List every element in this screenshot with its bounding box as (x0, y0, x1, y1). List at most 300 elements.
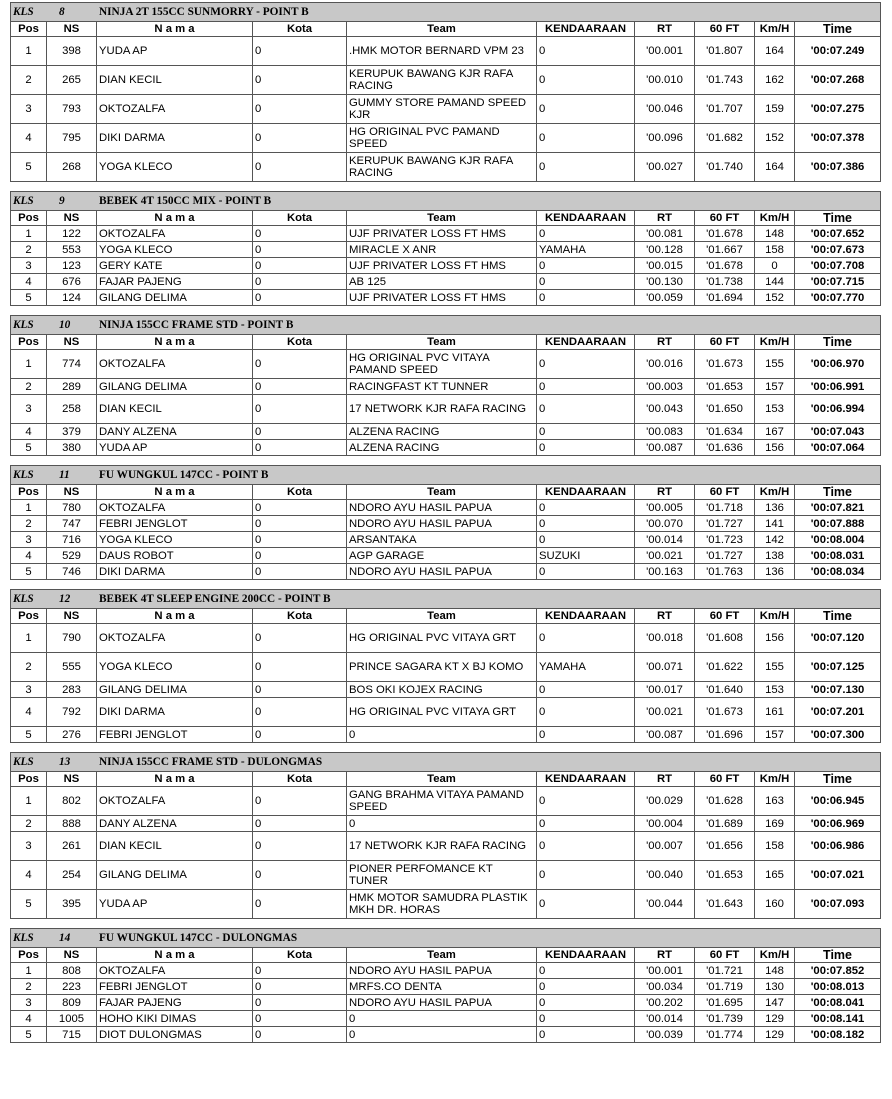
cell-rt: '00.018 (635, 624, 695, 653)
cell-ns: 123 (47, 258, 97, 274)
results-sheet (10, 2, 881, 1043)
cell-time: '00:07.125 (795, 653, 881, 682)
cell-kmh: 164 (755, 153, 795, 182)
table-row (11, 698, 881, 727)
table-row (11, 95, 881, 124)
cell-team: NDORO AYU HASIL PAPUA (347, 995, 537, 1011)
class-name: NINJA 155CC FRAME STD - DULONGMAS (99, 756, 323, 768)
column-header-pos: Pos (11, 609, 47, 624)
cell-kendaraan: 0 (537, 516, 635, 532)
table-row (11, 995, 881, 1011)
kls-label: KLS (13, 195, 34, 207)
cell-ns: 802 (47, 787, 97, 816)
cell-rt: '00.081 (635, 226, 695, 242)
cell-rt: '00.001 (635, 963, 695, 979)
cell-ns: 124 (47, 290, 97, 306)
kls-number: 12 (59, 593, 71, 605)
cell-ns: 809 (47, 995, 97, 1011)
cell-kendaraan: 0 (537, 890, 635, 919)
table-row (11, 832, 881, 861)
cell-kendaraan: 0 (537, 500, 635, 516)
cell-time: '00:08.034 (795, 564, 881, 580)
cell-sixty-ft: '01.678 (695, 226, 755, 242)
column-header-kmh: Km/H (755, 609, 795, 624)
cell-kendaraan: YAMAHA (537, 653, 635, 682)
cell-time: '00:07.888 (795, 516, 881, 532)
cell-time: '00:07.130 (795, 682, 881, 698)
cell-kota: 0 (253, 682, 347, 698)
cell-kota: 0 (253, 379, 347, 395)
cell-team: ALZENA RACING (347, 424, 537, 440)
table-row (11, 274, 881, 290)
cell-kendaraan: 0 (537, 698, 635, 727)
cell-nama: YOGA KLECO (97, 242, 253, 258)
cell-time: '00:06.991 (795, 379, 881, 395)
cell-kmh: 0 (755, 258, 795, 274)
cell-team: KERUPUK BAWANG KJR RAFA RACING (347, 153, 537, 182)
class-table (10, 315, 881, 456)
column-header-time: Time (795, 609, 881, 624)
cell-ns: 380 (47, 440, 97, 456)
cell-kmh: 142 (755, 532, 795, 548)
column-header-kota: Kota (253, 335, 347, 350)
cell-nama: GILANG DELIMA (97, 861, 253, 890)
cell-sixty-ft: '01.622 (695, 653, 755, 682)
cell-pos: 2 (11, 242, 47, 258)
cell-team: HMK MOTOR SAMUDRA PLASTIK MKH DR. HORAS (347, 890, 537, 919)
cell-kmh: 157 (755, 379, 795, 395)
cell-team: PIONER PERFOMANCE KT TUNER (347, 861, 537, 890)
column-header-nama: N a m a (97, 948, 253, 963)
cell-rt: '00.001 (635, 37, 695, 66)
cell-rt: '00.070 (635, 516, 695, 532)
cell-kmh: 161 (755, 698, 795, 727)
column-header-time: Time (795, 485, 881, 500)
cell-nama: FEBRI JENGLOT (97, 727, 253, 743)
cell-kmh: 153 (755, 682, 795, 698)
cell-ns: 716 (47, 532, 97, 548)
cell-kota: 0 (253, 979, 347, 995)
cell-pos: 4 (11, 548, 47, 564)
table-row (11, 440, 881, 456)
cell-team: HG ORIGINAL PVC VITAYA GRT (347, 698, 537, 727)
class-title (11, 929, 881, 948)
column-header-ns: NS (47, 211, 97, 226)
column-header-sixty-ft: 60 FT (695, 609, 755, 624)
cell-rt: '00.027 (635, 153, 695, 182)
cell-ns: 395 (47, 890, 97, 919)
cell-team: ALZENA RACING (347, 440, 537, 456)
column-header-sixty-ft: 60 FT (695, 485, 755, 500)
cell-time: '00:08.141 (795, 1011, 881, 1027)
cell-sixty-ft: '01.763 (695, 564, 755, 580)
cell-nama: OKTOZALFA (97, 350, 253, 379)
cell-kendaraan: 0 (537, 440, 635, 456)
cell-kota: 0 (253, 424, 347, 440)
cell-kendaraan: 0 (537, 787, 635, 816)
class-table (10, 589, 881, 743)
column-header-pos: Pos (11, 485, 47, 500)
cell-team: .HMK MOTOR BERNARD VPM 23 (347, 37, 537, 66)
cell-kmh: 169 (755, 816, 795, 832)
table-row (11, 979, 881, 995)
cell-rt: '00.096 (635, 124, 695, 153)
column-header-time: Time (795, 211, 881, 226)
cell-sixty-ft: '01.707 (695, 95, 755, 124)
cell-rt: '00.005 (635, 500, 695, 516)
cell-time: '00:06.969 (795, 816, 881, 832)
cell-nama: OKTOZALFA (97, 963, 253, 979)
cell-ns: 808 (47, 963, 97, 979)
table-row (11, 258, 881, 274)
class-title-row (11, 192, 881, 211)
cell-rt: '00.083 (635, 424, 695, 440)
cell-kmh: 141 (755, 516, 795, 532)
cell-sixty-ft: '01.656 (695, 832, 755, 861)
class-table (10, 191, 881, 306)
column-header-ns: NS (47, 609, 97, 624)
cell-nama: GERY KATE (97, 258, 253, 274)
cell-team: AB 125 (347, 274, 537, 290)
cell-nama: FAJAR PAJENG (97, 995, 253, 1011)
cell-kmh: 129 (755, 1027, 795, 1043)
table-row (11, 861, 881, 890)
column-header-row (11, 609, 881, 624)
column-header-rt: RT (635, 609, 695, 624)
cell-pos: 3 (11, 832, 47, 861)
cell-kmh: 136 (755, 500, 795, 516)
cell-time: '00:07.715 (795, 274, 881, 290)
cell-kota: 0 (253, 242, 347, 258)
cell-kmh: 164 (755, 37, 795, 66)
cell-team: GANG BRAHMA VITAYA PAMAND SPEED (347, 787, 537, 816)
table-row (11, 424, 881, 440)
cell-kota: 0 (253, 37, 347, 66)
cell-pos: 1 (11, 350, 47, 379)
cell-pos: 2 (11, 653, 47, 682)
cell-pos: 4 (11, 1011, 47, 1027)
column-header-kota: Kota (253, 485, 347, 500)
cell-kota: 0 (253, 226, 347, 242)
cell-ns: 261 (47, 832, 97, 861)
cell-rt: '00.040 (635, 861, 695, 890)
class-title-row (11, 929, 881, 948)
cell-team: PRINCE SAGARA KT X BJ KOMO (347, 653, 537, 682)
cell-kmh: 155 (755, 350, 795, 379)
cell-kota: 0 (253, 995, 347, 1011)
cell-sixty-ft: '01.650 (695, 395, 755, 424)
cell-rt: '00.130 (635, 274, 695, 290)
cell-rt: '00.044 (635, 890, 695, 919)
cell-team: NDORO AYU HASIL PAPUA (347, 564, 537, 580)
cell-rt: '00.071 (635, 653, 695, 682)
cell-time: '00:07.249 (795, 37, 881, 66)
column-header-time: Time (795, 772, 881, 787)
column-header-kendaraan: KENDAARAAN (537, 335, 635, 350)
column-header-row (11, 948, 881, 963)
table-row (11, 1011, 881, 1027)
table-row (11, 242, 881, 258)
table-row (11, 124, 881, 153)
cell-team: NDORO AYU HASIL PAPUA (347, 500, 537, 516)
cell-pos: 3 (11, 258, 47, 274)
cell-nama: GILANG DELIMA (97, 682, 253, 698)
cell-time: '00:08.031 (795, 548, 881, 564)
column-header-row (11, 335, 881, 350)
cell-kendaraan: 0 (537, 564, 635, 580)
cell-kendaraan: 0 (537, 153, 635, 182)
cell-kmh: 153 (755, 395, 795, 424)
cell-pos: 2 (11, 66, 47, 95)
cell-rt: '00.163 (635, 564, 695, 580)
cell-rt: '00.017 (635, 682, 695, 698)
column-header-nama: N a m a (97, 211, 253, 226)
class-title (11, 753, 881, 772)
column-header-row (11, 211, 881, 226)
cell-kendaraan: 0 (537, 424, 635, 440)
cell-kendaraan: 0 (537, 226, 635, 242)
cell-time: '00:06.970 (795, 350, 881, 379)
class-title-row (11, 466, 881, 485)
cell-team: UJF PRIVATER LOSS FT HMS (347, 290, 537, 306)
cell-sixty-ft: '01.636 (695, 440, 755, 456)
cell-time: '00:07.378 (795, 124, 881, 153)
cell-ns: 715 (47, 1027, 97, 1043)
cell-pos: 3 (11, 95, 47, 124)
column-header-sixty-ft: 60 FT (695, 948, 755, 963)
cell-sixty-ft: '01.738 (695, 274, 755, 290)
table-row (11, 727, 881, 743)
cell-ns: 379 (47, 424, 97, 440)
cell-time: '00:07.652 (795, 226, 881, 242)
cell-kmh: 129 (755, 1011, 795, 1027)
column-header-pos: Pos (11, 335, 47, 350)
cell-rt: '00.059 (635, 290, 695, 306)
cell-time: '00:07.268 (795, 66, 881, 95)
cell-kendaraan: 0 (537, 682, 635, 698)
cell-kendaraan: 0 (537, 1027, 635, 1043)
column-header-team: Team (347, 211, 537, 226)
cell-ns: 888 (47, 816, 97, 832)
cell-pos: 1 (11, 226, 47, 242)
cell-time: '00:06.945 (795, 787, 881, 816)
cell-kmh: 160 (755, 890, 795, 919)
cell-ns: 529 (47, 548, 97, 564)
cell-team: UJF PRIVATER LOSS FT HMS (347, 226, 537, 242)
cell-kmh: 158 (755, 832, 795, 861)
cell-time: '00:07.300 (795, 727, 881, 743)
kls-label: KLS (13, 6, 34, 18)
cell-team: 0 (347, 727, 537, 743)
cell-kota: 0 (253, 861, 347, 890)
cell-sixty-ft: '01.653 (695, 379, 755, 395)
column-header-kota: Kota (253, 22, 347, 37)
cell-nama: DIAN KECIL (97, 66, 253, 95)
column-header-kmh: Km/H (755, 22, 795, 37)
cell-rt: '00.014 (635, 532, 695, 548)
cell-kendaraan: 0 (537, 1011, 635, 1027)
cell-team: AGP GARAGE (347, 548, 537, 564)
column-header-kota: Kota (253, 609, 347, 624)
cell-nama: DIOT DULONGMAS (97, 1027, 253, 1043)
column-header-sixty-ft: 60 FT (695, 335, 755, 350)
cell-kendaraan: 0 (537, 350, 635, 379)
column-header-pos: Pos (11, 948, 47, 963)
class-table (10, 752, 881, 919)
cell-time: '00:06.986 (795, 832, 881, 861)
kls-label: KLS (13, 319, 34, 331)
cell-ns: 746 (47, 564, 97, 580)
cell-sixty-ft: '01.628 (695, 787, 755, 816)
column-header-rt: RT (635, 211, 695, 226)
cell-team: ARSANTAKA (347, 532, 537, 548)
cell-kendaraan: 0 (537, 258, 635, 274)
cell-nama: YOGA KLECO (97, 153, 253, 182)
cell-kota: 0 (253, 66, 347, 95)
cell-rt: '00.039 (635, 1027, 695, 1043)
cell-sixty-ft: '01.727 (695, 516, 755, 532)
cell-nama: DANY ALZENA (97, 424, 253, 440)
column-header-sixty-ft: 60 FT (695, 22, 755, 37)
column-header-team: Team (347, 948, 537, 963)
cell-kota: 0 (253, 564, 347, 580)
cell-pos: 1 (11, 963, 47, 979)
class-title-row (11, 590, 881, 609)
cell-sixty-ft: '01.673 (695, 350, 755, 379)
table-row (11, 1027, 881, 1043)
column-header-rt: RT (635, 22, 695, 37)
kls-number: 9 (59, 195, 65, 207)
cell-time: '00:07.821 (795, 500, 881, 516)
column-header-rt: RT (635, 485, 695, 500)
table-row (11, 226, 881, 242)
cell-pos: 5 (11, 153, 47, 182)
cell-kmh: 162 (755, 66, 795, 95)
cell-ns: 795 (47, 124, 97, 153)
cell-kendaraan: 0 (537, 124, 635, 153)
cell-ns: 780 (47, 500, 97, 516)
cell-sixty-ft: '01.678 (695, 258, 755, 274)
cell-kmh: 130 (755, 979, 795, 995)
cell-rt: '00.046 (635, 95, 695, 124)
cell-time: '00:07.043 (795, 424, 881, 440)
column-header-nama: N a m a (97, 485, 253, 500)
cell-sixty-ft: '01.689 (695, 816, 755, 832)
class-title (11, 3, 881, 22)
cell-kmh: 156 (755, 624, 795, 653)
cell-team: 17 NETWORK KJR RAFA RACING (347, 832, 537, 861)
class-title (11, 466, 881, 485)
cell-team: 17 NETWORK KJR RAFA RACING (347, 395, 537, 424)
cell-ns: 553 (47, 242, 97, 258)
cell-team: HG ORIGINAL PVC PAMAND SPEED (347, 124, 537, 153)
class-name: FU WUNGKUL 147CC - POINT B (99, 469, 269, 481)
cell-kota: 0 (253, 258, 347, 274)
cell-ns: 747 (47, 516, 97, 532)
column-header-team: Team (347, 335, 537, 350)
cell-sixty-ft: '01.696 (695, 727, 755, 743)
column-header-ns: NS (47, 335, 97, 350)
class-title-row (11, 316, 881, 335)
cell-team: BOS OKI KOJEX RACING (347, 682, 537, 698)
section-gap (10, 182, 881, 191)
cell-time: '00:07.708 (795, 258, 881, 274)
column-header-pos: Pos (11, 211, 47, 226)
column-header-kendaraan: KENDAARAAN (537, 22, 635, 37)
cell-team: UJF PRIVATER LOSS FT HMS (347, 258, 537, 274)
cell-kendaraan: 0 (537, 963, 635, 979)
cell-kendaraan: 0 (537, 861, 635, 890)
cell-time: '00:07.120 (795, 624, 881, 653)
cell-pos: 5 (11, 440, 47, 456)
cell-pos: 2 (11, 979, 47, 995)
cell-kendaraan: 0 (537, 532, 635, 548)
cell-sixty-ft: '01.807 (695, 37, 755, 66)
section-gap (10, 919, 881, 928)
cell-nama: YUDA AP (97, 37, 253, 66)
cell-kendaraan: 0 (537, 66, 635, 95)
cell-time: '00:08.182 (795, 1027, 881, 1043)
cell-time: '00:07.064 (795, 440, 881, 456)
column-header-pos: Pos (11, 772, 47, 787)
cell-ns: 398 (47, 37, 97, 66)
cell-rt: '00.202 (635, 995, 695, 1011)
cell-nama: YUDA AP (97, 890, 253, 919)
cell-rt: '00.003 (635, 379, 695, 395)
cell-kmh: 163 (755, 787, 795, 816)
cell-time: '00:07.852 (795, 963, 881, 979)
column-header-nama: N a m a (97, 772, 253, 787)
cell-time: '00:07.673 (795, 242, 881, 258)
cell-sixty-ft: '01.718 (695, 500, 755, 516)
cell-sixty-ft: '01.743 (695, 66, 755, 95)
cell-ns: 268 (47, 153, 97, 182)
cell-sixty-ft: '01.634 (695, 424, 755, 440)
cell-kota: 0 (253, 95, 347, 124)
cell-kendaraan: 0 (537, 95, 635, 124)
cell-team: MIRACLE X ANR (347, 242, 537, 258)
cell-time: '00:08.041 (795, 995, 881, 1011)
column-header-team: Team (347, 485, 537, 500)
cell-kota: 0 (253, 532, 347, 548)
kls-number: 10 (59, 319, 71, 331)
cell-rt: '00.014 (635, 1011, 695, 1027)
column-header-sixty-ft: 60 FT (695, 211, 755, 226)
column-header-nama: N a m a (97, 609, 253, 624)
cell-time: '00:07.770 (795, 290, 881, 306)
cell-nama: OKTOZALFA (97, 624, 253, 653)
cell-kota: 0 (253, 124, 347, 153)
cell-ns: 223 (47, 979, 97, 995)
cell-pos: 1 (11, 500, 47, 516)
cell-pos: 4 (11, 274, 47, 290)
cell-kendaraan: 0 (537, 37, 635, 66)
class-table (10, 2, 881, 182)
table-row (11, 963, 881, 979)
cell-team: 0 (347, 1027, 537, 1043)
section-gap (10, 306, 881, 315)
cell-time: '00:07.021 (795, 861, 881, 890)
cell-nama: DIKI DARMA (97, 124, 253, 153)
class-name: FU WUNGKUL 147CC - DULONGMAS (99, 932, 298, 944)
kls-label: KLS (13, 756, 34, 768)
cell-nama: DIAN KECIL (97, 832, 253, 861)
column-header-kendaraan: KENDAARAAN (537, 609, 635, 624)
cell-nama: DIKI DARMA (97, 698, 253, 727)
class-name: BEBEK 4T 150CC MIX - POINT B (99, 195, 272, 207)
cell-pos: 2 (11, 816, 47, 832)
cell-pos: 5 (11, 727, 47, 743)
